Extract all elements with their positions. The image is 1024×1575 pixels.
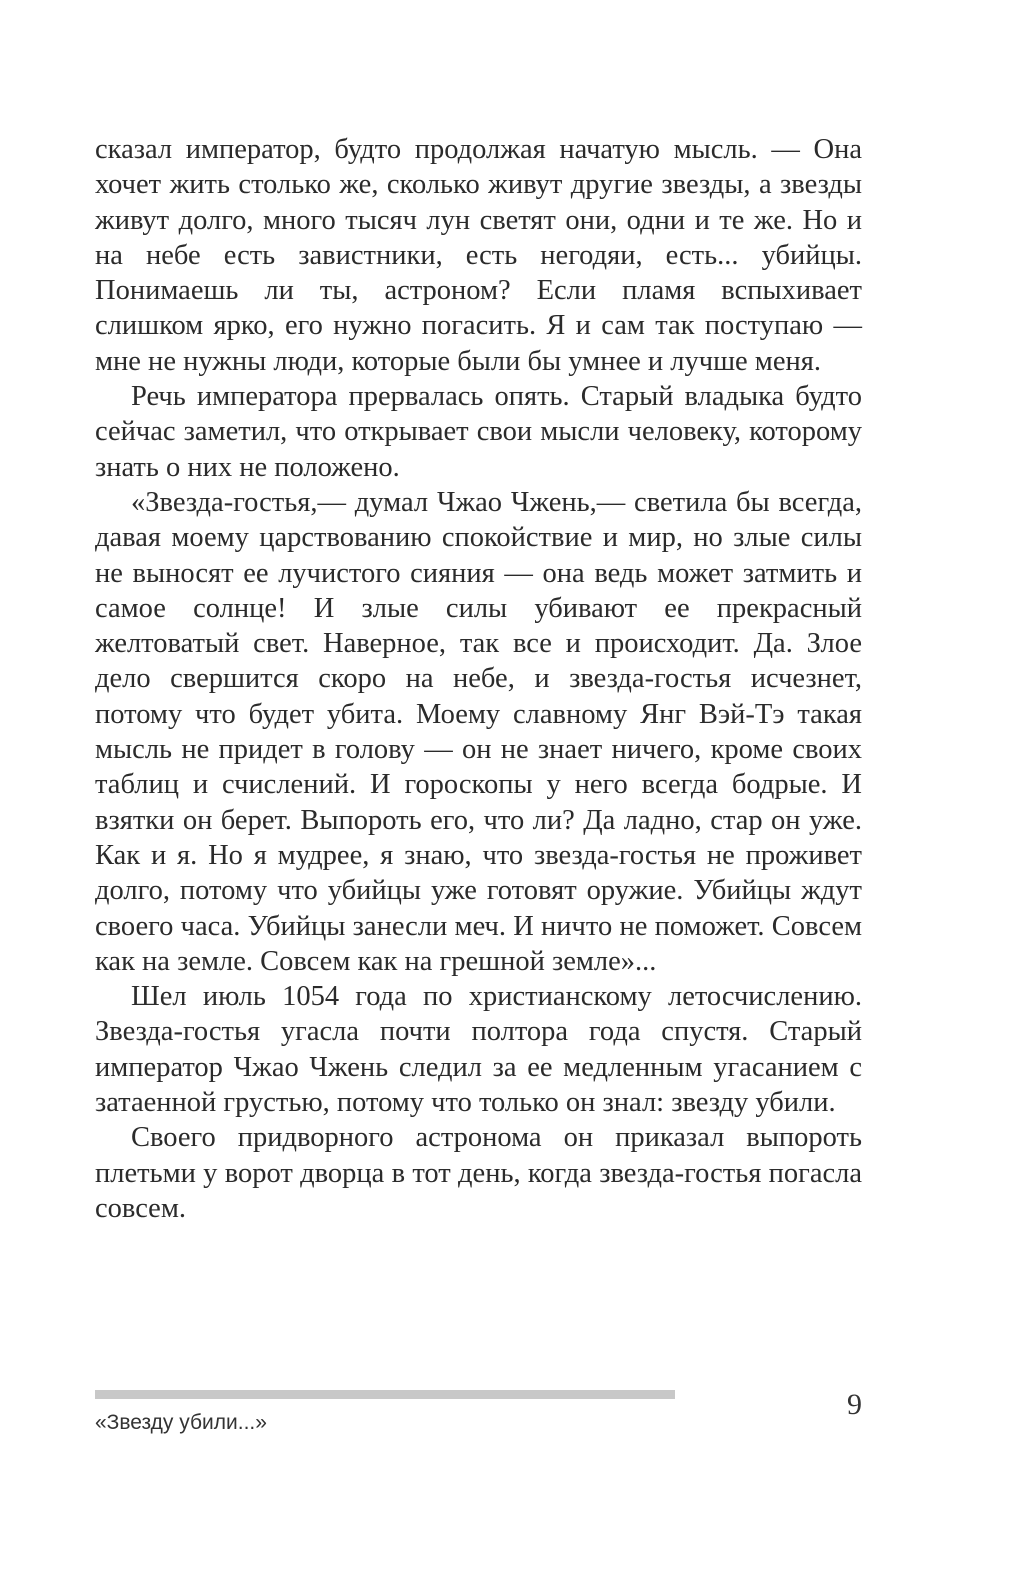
page-number: 9 bbox=[847, 1388, 862, 1421]
paragraph-continuation: сказал император, будто продолжая начатую мысль. — Она хочет жить столько же, сколько живут другие звезды, а звезды живут долго, много тысяч лун светят они, одни и те же. Но и на небе есть завистники, есть негодяи, есть... убийцы. Понимаешь ли ты, астроном? Если пламя вспыхивает слишком ярко, его нужно погасить. Я и сам так поступаю — мне не нужны люди, которые были бы умнее и лучше меня. bbox=[95, 134, 862, 377]
running-title: «Звезду убили...» bbox=[95, 1411, 267, 1434]
paragraph: Своего придворного астронома он приказал выпороть плетьми у ворот дворца в тот день, когда звезда-гостья погасла совсем. bbox=[95, 1122, 862, 1224]
paragraph: Шел июль 1054 года по христианскому летосчислению. Звезда-гостья угасла почти полтора года спустя. Старый император Чжао Чжень следил за ее медленным угасанием с затаенной грустью, потому что только он знал: звезду убили. bbox=[95, 981, 862, 1119]
body-text bbox=[95, 132, 862, 1226]
paragraph: «Звезда-гостья,— думал Чжао Чжень,— светила бы всегда, давая моему царствованию спокойствие и мир, но злые силы не выносят ее лучистого сияния — она ведь может затмить и самое солнце! И злые силы убивают ее прекрасный желтоватый свет. Наверное, так все и происходит. Да. Злое дело свершится скоро на небе, и звезда-гостья исчезнет, потому что будет убита. Моему славному Янг Вэй-Тэ такая мысль не придет в голову — он не знает ничего, кроме своих таблиц и счислений. И гороскопы у него всегда бодрые. И взятки он берет. Выпороть его, что ли? Да ладно, стар он уже. Как и я. Но я мудрее, я знаю, что звезда-гостья не проживет долго, потому что убийцы уже готовят оружие. Убийцы ждут своего часа. Убийцы занесли меч. И ничто не поможет. Совсем как на земле. Совсем как на грешной земле»... bbox=[95, 486, 862, 977]
footer-divider bbox=[95, 1390, 675, 1399]
paragraph: Речь императора прервалась опять. Старый владыка будто сейчас заметил, что открывает свои мысли человеку, которому знать о них не положено. bbox=[95, 381, 862, 483]
